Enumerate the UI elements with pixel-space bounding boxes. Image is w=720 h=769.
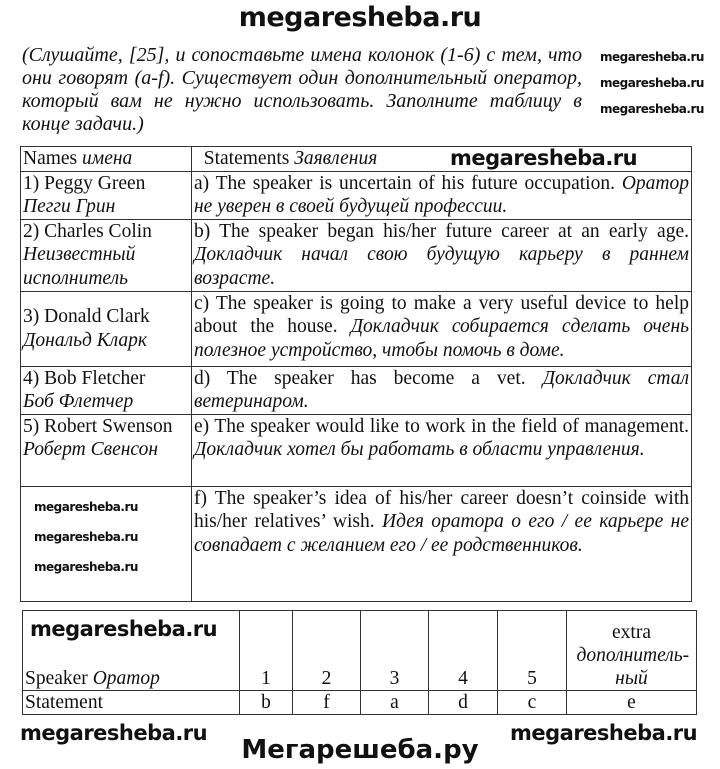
header-statements: Statements xyxy=(203,148,295,169)
watermark: megaresheba.ru xyxy=(20,721,208,745)
statement-ru: Докладчик начал свою будущую карьеру в раннем возрасте. xyxy=(194,244,689,289)
table-row xyxy=(21,414,692,486)
name-ru: Дональд Кларк xyxy=(23,329,148,351)
statement-ru: Идея оратора о его / ее карьере не совпадает с желанием его / ее родственников. xyxy=(194,511,689,556)
name: 4) Bob Fletcher xyxy=(23,367,146,389)
watermark: megaresheba.ru xyxy=(450,146,638,170)
speaker-cell: 5 xyxy=(498,611,567,691)
watermark: megaresheba.ru xyxy=(510,721,698,745)
answer-cell: f xyxy=(293,691,361,715)
header-names-ru: имена xyxy=(82,148,133,169)
answer-cell: c xyxy=(498,691,567,715)
speaker-cell: 3 xyxy=(361,611,429,691)
name: 3) Donald Clark xyxy=(23,306,150,327)
name-ru: Пегги Грин xyxy=(23,196,116,217)
speaker-cell: 2 xyxy=(293,611,361,691)
header-names: Names xyxy=(23,148,83,169)
name-ru: Роберт Свенсон xyxy=(23,439,159,460)
statement-row xyxy=(23,691,697,715)
answer-cell: e xyxy=(567,691,697,715)
table-row xyxy=(21,366,692,414)
table-row xyxy=(21,171,692,219)
statement-label: Statement xyxy=(23,691,240,715)
statement: b) The speaker began his/her future career at an early age. xyxy=(194,220,689,242)
statement: c) The speaker is going to make a very useful device to help about the house. xyxy=(194,292,689,337)
extra-label-ru: дополнитель-ный xyxy=(576,645,690,689)
speaker-cell: 4 xyxy=(429,611,498,691)
answer-cell: d xyxy=(429,691,498,715)
speaker-cell: 1 xyxy=(240,611,293,691)
watermark: megaresheba.ru xyxy=(34,500,138,514)
statement: a) The speaker is uncertain of his future occupation. xyxy=(194,172,615,194)
watermark: megaresheba.ru xyxy=(600,50,704,64)
watermark: megaresheba.ru xyxy=(34,560,138,574)
watermark: megaresheba.ru xyxy=(34,530,138,544)
name: 2) Charles Colin xyxy=(23,220,152,242)
speaker-label-ru: Оратор xyxy=(92,668,160,689)
table-row xyxy=(21,219,692,291)
answer-cell: a xyxy=(361,691,429,715)
task-instructions: (Слушайте, [25], и сопоставьте имена колонок (1-6) с тем, что они говорят (a-f). Существует один дополнительный оператор, который вам не нужно использовать. Заполните таблицу в конце задачи.) xyxy=(22,44,582,135)
statement-ru: Докладчик стал ветеринаром. xyxy=(194,367,689,412)
watermark: megaresheba.ru xyxy=(600,102,704,116)
name-ru: Неизвестный исполнитель xyxy=(23,244,136,289)
footer-site: Мегарешеба.ру xyxy=(241,735,479,765)
statement: d) The speaker has become a vet. xyxy=(194,367,526,389)
watermark: megaresheba.ru xyxy=(30,617,218,641)
watermark: megaresheba.ru xyxy=(600,76,704,90)
name: 1) Peggy Green xyxy=(23,172,146,194)
answer-cell: b xyxy=(240,691,293,715)
table-row xyxy=(21,291,692,366)
site-title: megaresheba.ru xyxy=(238,2,482,33)
statement: e) The speaker would like to work in the field of management. xyxy=(194,415,689,437)
statement-ru: Докладчик собирается сделать очень полезное устройство, чтобы помочь в доме. xyxy=(194,316,689,361)
speaker-label: Speaker xyxy=(25,668,93,689)
statement: f) The speaker’s idea of his/her career doesn’t coinside with his/her relatives’ wish. xyxy=(194,487,689,532)
name-ru: Боб Флетчер xyxy=(23,391,134,412)
name: 5) Robert Swenson xyxy=(23,415,173,437)
statement-ru: Оратор не уверен в своей будущей профессии. xyxy=(194,172,690,217)
statement-ru: Докладчик хотел бы работать в области управления. xyxy=(194,439,645,460)
header-statements-ru: Заявления xyxy=(294,148,378,169)
extra-label: extra xyxy=(612,622,651,643)
